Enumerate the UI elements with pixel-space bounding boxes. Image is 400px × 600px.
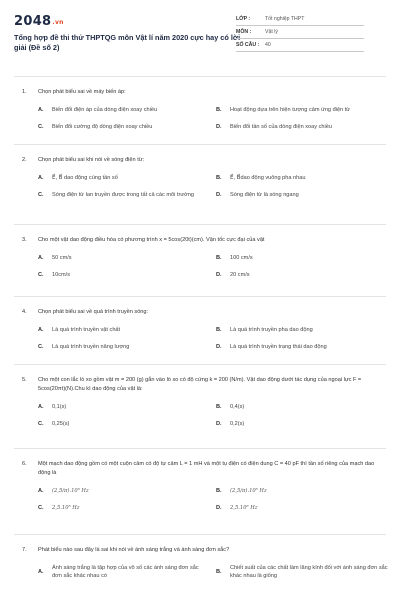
option-grid (38, 564, 388, 580)
option-c[interactable] (38, 271, 210, 280)
question-number: 2. (22, 157, 27, 163)
option-text: Sóng điện từ lan truyền được trong tất cả các môi trường (52, 192, 195, 198)
option-text: 0,4(s) (230, 403, 245, 410)
option-a[interactable] (38, 106, 210, 115)
document-meta (236, 13, 364, 52)
option-text: 2,5.10⁶ Hz (230, 504, 258, 511)
question-stem (22, 546, 378, 555)
option-d[interactable] (216, 271, 388, 280)
option-d[interactable] (216, 343, 388, 352)
option-text: Sóng điện từ là sóng ngang (230, 192, 299, 198)
option-letter: A. (38, 175, 44, 181)
option-text: 20 cm/s (230, 272, 250, 278)
option-letter: D. (216, 420, 222, 427)
option-a[interactable] (38, 326, 210, 335)
question-number: 5. (22, 377, 27, 383)
option-text: Biến đổi điện áp của dòng điện xoay chiều (52, 107, 158, 113)
meta-value: Vật lý (265, 29, 278, 35)
option-letter: A. (38, 107, 44, 113)
option-grid (38, 486, 378, 512)
question-2 (14, 144, 386, 224)
option-text: Là quá trình truyền trạng thái dao động (230, 344, 327, 350)
question-3 (14, 224, 386, 296)
option-letter: A. (38, 403, 44, 410)
option-a[interactable] (38, 174, 210, 183)
option-text: E⃗, B⃗ dao động cùng tần số (52, 175, 118, 181)
option-text: Biến đổi cường độ dòng điện xoay chiều (52, 124, 153, 130)
option-text: Ánh sáng trắng là tập hợp của vô số các ánh sáng đơn sắc đơn sắc khác nhau có (52, 564, 199, 579)
option-letter: B. (216, 107, 222, 113)
document-header (14, 0, 386, 76)
option-letter: B. (216, 403, 222, 410)
option-text: 0,2(s) (230, 420, 245, 427)
option-letter: C. (38, 192, 44, 198)
question-number: 4. (22, 309, 27, 315)
option-text: 0,25(s) (52, 420, 70, 427)
option-text: Chiết suất của các chất làm lăng kính đối với ánh sáng đơn sắc khác nhau là giống (230, 564, 388, 579)
option-d[interactable] (216, 191, 388, 200)
option-letter: D. (216, 272, 222, 278)
question-text: Phát biểu nào sau đây là sai khi nói về ánh sáng trắng và ánh sáng đơn sắc? (38, 547, 230, 553)
option-letter: C. (38, 420, 44, 427)
option-d[interactable] (216, 503, 388, 512)
option-text: Hoạt động dựa trên hiện tượng cảm ứng điện từ (230, 107, 351, 113)
option-letter: B. (216, 568, 222, 575)
option-grid (38, 254, 378, 280)
option-letter: C. (38, 272, 44, 278)
question-list (14, 76, 386, 594)
question-text: Chọn phát biểu sai khi nói về sóng điện từ: (38, 157, 145, 163)
option-b[interactable] (216, 402, 388, 411)
question-7 (14, 534, 386, 594)
question-stem (22, 88, 378, 97)
option-a[interactable] (38, 486, 210, 495)
document-title: Tổng hợp đề thi thử THPTQG môn Vật lí năm 2020 cực hay có lời giải (Đề số 2) (14, 33, 241, 52)
option-b[interactable] (216, 174, 388, 183)
question-stem (22, 460, 378, 477)
option-c[interactable] (38, 419, 210, 428)
logo-suffix: .vn (52, 19, 64, 26)
option-letter: B. (216, 327, 222, 333)
option-b[interactable] (216, 106, 388, 115)
meta-value: Tốt nghiệp THPT (265, 16, 305, 22)
meta-row-class (236, 13, 364, 26)
option-letter: B. (216, 175, 222, 181)
question-stem (22, 376, 378, 393)
question-stem (22, 236, 378, 245)
meta-row-question-count (236, 39, 364, 52)
option-b[interactable] (216, 564, 388, 580)
option-text: (2,5/π).10⁶ Hz (230, 487, 267, 494)
option-grid (38, 174, 378, 200)
option-text: 0,1(s) (52, 403, 67, 410)
option-text: 2,5.10⁵ Hz (52, 504, 80, 511)
option-a[interactable] (38, 402, 210, 411)
option-grid (38, 402, 378, 428)
question-5 (14, 364, 386, 448)
option-text: Là quá trình truyền pha dao động (230, 327, 313, 333)
option-a[interactable] (38, 564, 210, 580)
option-text: 10cm/s (52, 272, 71, 278)
option-text: Là quá trình truyền năng lượng (52, 344, 130, 350)
option-letter: D. (216, 504, 222, 511)
option-letter: B. (216, 255, 222, 261)
option-letter: B. (216, 487, 222, 494)
option-text: Là quá trình truyền vật chất (52, 327, 121, 333)
question-6 (14, 448, 386, 534)
option-letter: A. (38, 487, 44, 494)
option-b[interactable] (216, 486, 388, 495)
option-letter: D. (216, 192, 222, 198)
question-number: 7. (22, 547, 27, 553)
option-text: 100 cm/s (230, 255, 253, 261)
option-c[interactable] (38, 123, 210, 132)
option-letter: A. (38, 255, 44, 261)
option-letter: C. (38, 344, 44, 350)
question-text: Cho một con lắc lò xo gồm vật m = 200 (g) gắn vào lò xo có độ cứng k = 200 (N/m). Vật dao động dưới tác dụng của ngoại lực F = 5cos(20πt)(N).Chu kì dao động của vật là: (38, 377, 362, 392)
meta-key: SỐ CÂU : (236, 42, 260, 48)
option-d[interactable] (216, 419, 388, 428)
option-c[interactable] (38, 343, 210, 352)
option-grid (38, 106, 378, 132)
question-stem (22, 156, 378, 165)
option-grid (38, 326, 378, 352)
question-1 (14, 76, 386, 144)
question-number: 3. (22, 237, 27, 243)
option-text: (2,5/π).10⁵ Hz (52, 487, 89, 494)
option-text: 50 cm/s (52, 255, 72, 261)
option-c[interactable] (38, 503, 210, 512)
option-letter: D. (216, 124, 222, 130)
question-stem (22, 308, 378, 317)
meta-key: MÔN : (236, 29, 252, 35)
option-text: E⃗, B⃗dao động vuông pha nhau (230, 175, 306, 181)
logo-text: 2048 (14, 14, 52, 29)
meta-row-subject (236, 26, 364, 39)
question-text: Cho một vật dao động điều hòa có phương trình x = 5cos(20t)(cm). Vận tốc cực đại của vật (38, 237, 265, 243)
option-d[interactable] (216, 123, 388, 132)
option-b[interactable] (216, 254, 388, 263)
question-4 (14, 296, 386, 364)
meta-value: 40 (265, 42, 271, 48)
question-text: Chọn phát biểu sai về quá trình truyền sóng: (38, 309, 149, 315)
option-a[interactable] (38, 254, 210, 263)
option-letter: C. (38, 504, 44, 511)
option-letter: A. (38, 568, 44, 575)
option-text: Biến đổi tần số của dòng điện xoay chiều (230, 124, 333, 130)
question-text: Chọn phát biểu sai về máy biến áp: (38, 89, 126, 95)
question-number: 6. (22, 461, 27, 467)
question-number: 1. (22, 89, 27, 95)
question-text: Một mạch dao động gồm có một cuộn cảm có độ tự cảm L = 1 mH và một tụ điện có điện dung C = 40 pF thì tần số riêng của mạch dao động là (38, 461, 375, 476)
option-b[interactable] (216, 326, 388, 335)
option-c[interactable] (38, 191, 210, 200)
option-letter: D. (216, 344, 222, 350)
option-letter: C. (38, 124, 44, 130)
meta-key: LỚP : (236, 16, 251, 22)
option-letter: A. (38, 327, 44, 333)
